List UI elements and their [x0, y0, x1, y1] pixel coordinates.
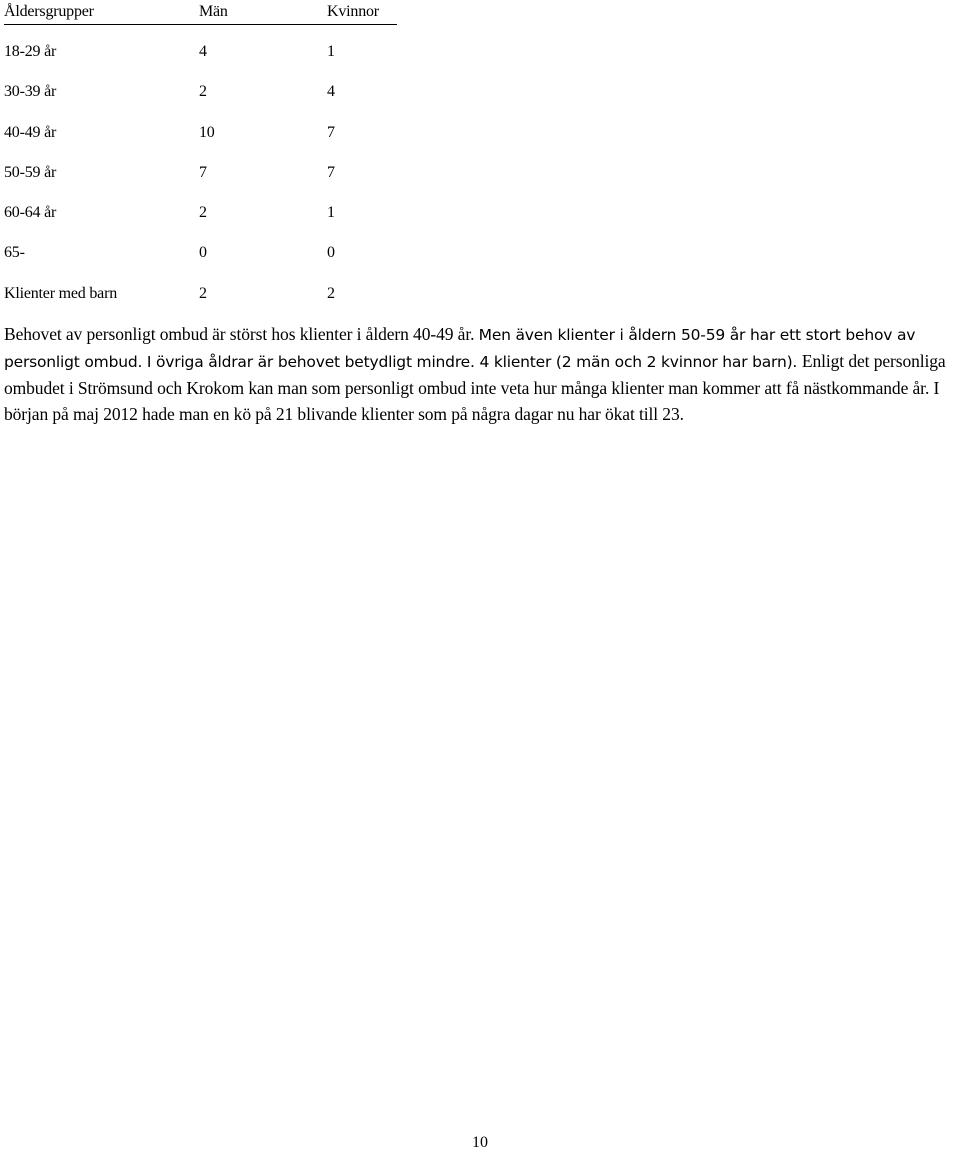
- cell-men: 10: [199, 123, 215, 141]
- table-row: [4, 203, 397, 243]
- header-women: Kvinnor: [327, 2, 397, 25]
- table-header-row: [4, 2, 397, 25]
- header-age-groups: Åldersgrupper: [4, 2, 199, 25]
- table-row: [4, 163, 397, 203]
- cell-men: 4: [199, 43, 207, 60]
- cell-age: 60-64 år: [4, 204, 57, 222]
- cell-women: 0: [327, 244, 335, 262]
- paragraph-part-3: Enligt det personliga ombudet i Strömsund och Krokom kan man som personligt ombud inte veta hur många klienter man kommer att få nästkommande år. I början på maj 2012 hade man en kö på 21 blivande klienter som på några dagar nu har ökat till 23.: [4, 351, 946, 424]
- cell-age: 65-: [4, 244, 25, 262]
- cell-men: 7: [199, 163, 207, 181]
- cell-women: 7: [327, 163, 335, 181]
- body-paragraph: [4, 321, 958, 427]
- paragraph-part-2: Men även klienter i åldern 50-59 år har ett stort behov av personligt ombud. I övriga åldrar är behovet betydligt mindre. 4 klienter (2 män och 2 kvinnor har barn).: [4, 326, 916, 371]
- cell-age: 18-29 år: [4, 43, 57, 60]
- cell-age: 50-59 år: [4, 163, 57, 181]
- paragraph-part-1: Behovet av personligt ombud är störst hos klienter i åldern 40-49 år.: [4, 324, 479, 344]
- cell-age: 40-49 år: [4, 123, 57, 141]
- cell-men: 2: [199, 284, 207, 302]
- cell-women: 4: [327, 83, 335, 101]
- cell-women: 1: [327, 43, 335, 60]
- header-men: Män: [199, 2, 327, 25]
- page-number: 10: [472, 1134, 488, 1151]
- cell-men: 2: [199, 83, 207, 101]
- table-row: [4, 42, 397, 82]
- cell-age: Klienter med barn: [4, 284, 117, 302]
- cell-men: 0: [199, 244, 207, 262]
- cell-women: 7: [327, 123, 335, 141]
- cell-women: 2: [327, 284, 335, 302]
- cell-men: 2: [199, 204, 207, 222]
- cell-age: 30-39 år: [4, 83, 57, 101]
- cell-women: 1: [327, 204, 335, 222]
- age-group-table: [4, 2, 397, 324]
- table-row: [4, 243, 397, 283]
- table-row: [4, 123, 397, 163]
- table-row: [4, 82, 397, 122]
- table-row: [4, 284, 397, 324]
